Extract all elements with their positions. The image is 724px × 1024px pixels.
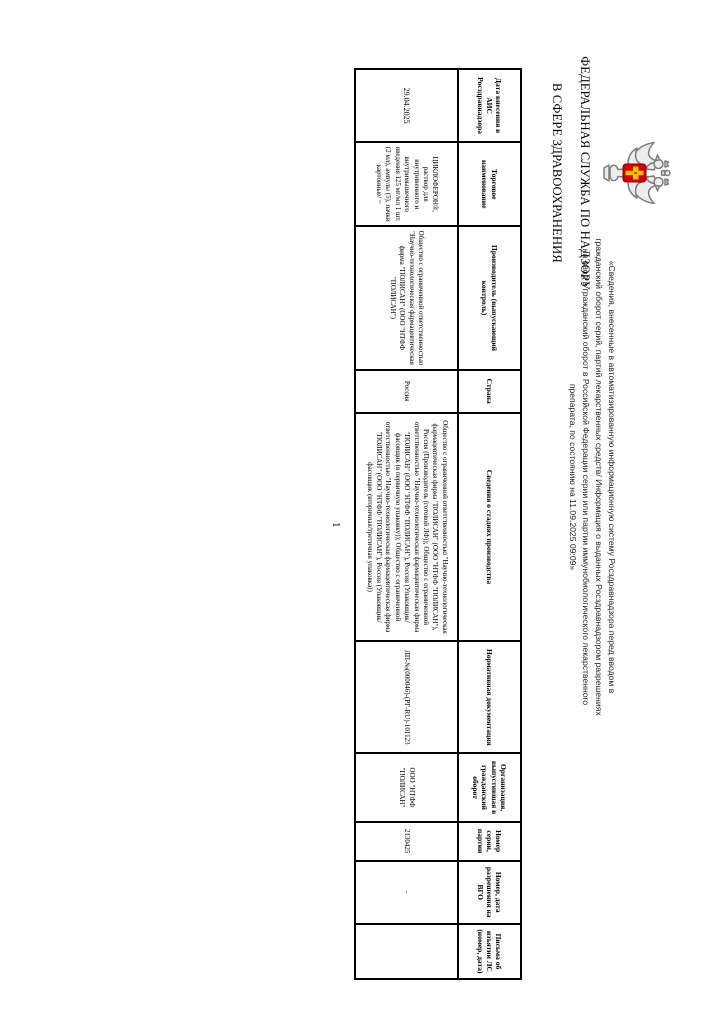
cell-permission-number: - [355, 861, 458, 924]
col-header-production-stages: Сведения о стадиях производства [458, 413, 521, 642]
cell-date-entered: 29.04.2025 [355, 69, 458, 142]
cell-series-number: 2130425 [355, 822, 458, 861]
title-line-1: «Сведения, внесенные в автоматизированную информационную систему Росздравнадзора перед вводом в [607, 260, 617, 694]
letterhead-org-line1: ФЕДЕРАЛЬНАЯ СЛУЖБА ПО НАДЗОРУ [578, 56, 592, 290]
col-header-permission-number: Номер, дата разрешения на ВГО [458, 861, 521, 924]
letterhead-org-line2: В СФЕРЕ ЗДРАВООХРАНЕНИЯ [550, 83, 564, 263]
title-line-4: препарата, по состоянию на 11.09.2025 09:09» [568, 383, 578, 571]
title-line-2: гражданский оборот серий, партий лекарственных средств/ Информация о выданных Росздравнадзором разрешениях [594, 238, 604, 716]
col-header-country: Страна [458, 370, 521, 413]
cell-normative-documentation: ЛП-№(000046)-(РГ-RU)-101123 [355, 641, 458, 753]
page-number: 1 [330, 522, 342, 528]
table-header-row [458, 69, 521, 979]
col-header-trade-name: Торговое наименование [458, 142, 521, 226]
cell-production-stages: Общество с ограниченной ответственностью "Научно-технологическая фармацевтическая фирма "ПОЛИСАН" (ООО "НТФФ "ПОЛИСАН"), Россия (Производитель (готовой ЛФ)); Общество с ограниченной ответственностью "Научно-технологическая фармацевтическая фирма "ПОЛИСАН" (ООО "НТФФ "ПОЛИСАН"), Россия (Упаковщик/фасовщик (в первичную упаковку)); Общество с ограниченной ответственностью "Научно-технологическая фармацевтическая фирма "ПОЛИСАН" (ООО "НТФФ "ПОЛИСАН"), Россия (Упаковщик/фасовщик (вторичная/третичная упаковка)) [355, 413, 458, 642]
cell-trade-name: ЦИКЛОФЕРОН®, раствор для внутривенного и внутримышечного введения 125 мг/мл 1 шт. (2 мл), ампулы (5), пачки картонные/ ~ [355, 142, 458, 226]
col-header-date-entered: Дата внесения в АИС Росздравнадзора [458, 69, 521, 142]
col-header-manufacturer: Производитель (выпускающий контроль) [458, 226, 521, 369]
cell-manufacturer: Общество с ограниченной ответственностью "Научно-технологическая фармацевтическая фирма "ПОЛИСАН" (ООО "НТФФ "ПОЛИСАН") [355, 226, 458, 369]
release-info-table [354, 68, 522, 980]
cell-country: Россия [355, 370, 458, 413]
cell-withdrawal-letters [355, 924, 458, 979]
title-line-3: на ввод в гражданский оборот в Российской Федерации серии или партии иммунобиологического лекарственного [581, 248, 591, 706]
table-row [355, 69, 458, 979]
document-title [566, 127, 618, 827]
cell-releasing-organization: ООО "НТФФ "ПОЛИСАН" [355, 753, 458, 821]
col-header-normative-documentation: Нормативная документация [458, 641, 521, 753]
col-header-withdrawal-letters: Письма об изъятии ЛС (номер, дата) [458, 924, 521, 979]
col-header-series-number: Номер серии, партии [458, 822, 521, 861]
col-header-releasing-organization: Организация, выпустившая в гражданский оборот [458, 753, 521, 821]
